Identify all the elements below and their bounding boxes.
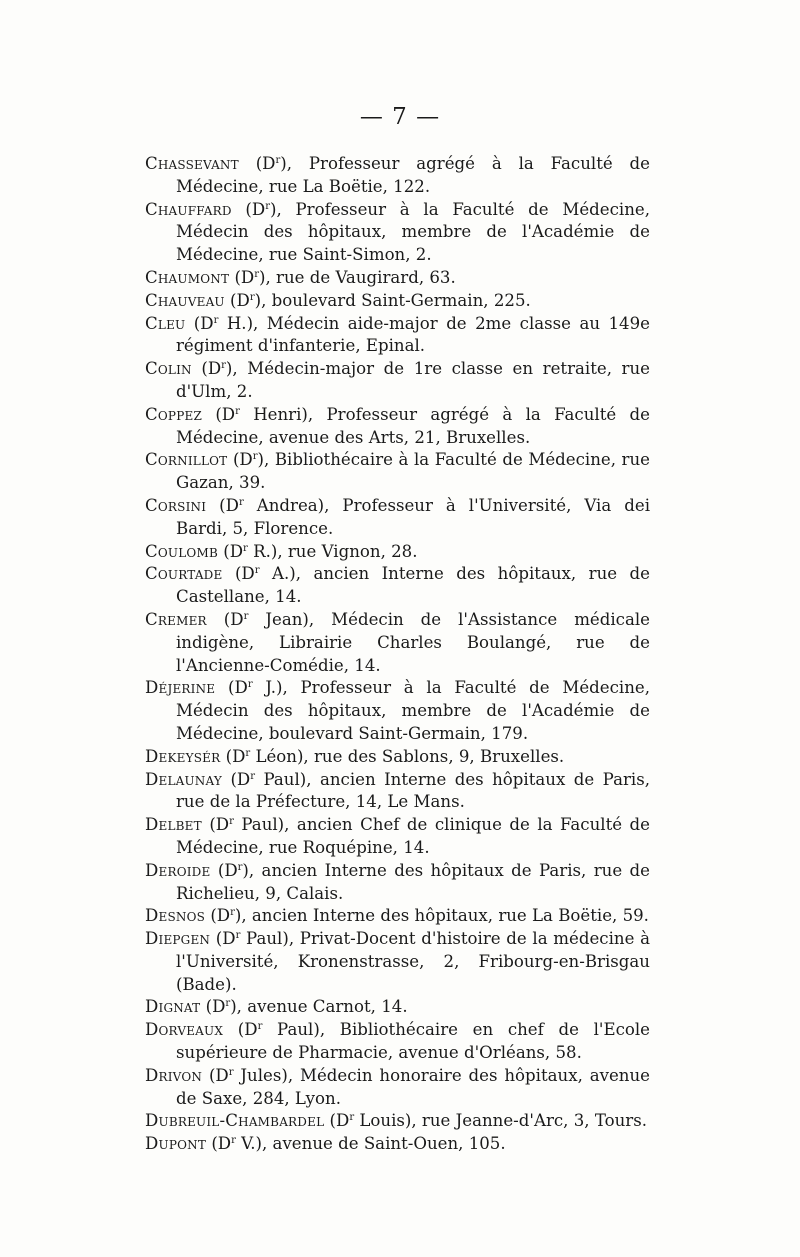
entry-title-prefix: (D [205,906,231,926]
entry-title-prefix: (D [202,1065,229,1085]
entry-title-prefix: (D [201,815,230,835]
entry-title-superscript: r [252,451,258,463]
entry-title-superscript: r [235,930,241,942]
entry-title-superscript: r [221,360,226,372]
entry-name: Chaumont [145,267,230,287]
entry-title-superscript: r [257,1021,263,1033]
entry-title-prefix: (D [324,1111,350,1131]
entry-title-prefix: (D [191,359,222,379]
directory-entry [145,769,650,815]
directory-entry [145,290,650,313]
entry-title-prefix: (D [224,290,250,310]
directory-list [145,153,650,1156]
entry-name: Dignat [145,997,201,1017]
entry-details: ), rue de Vaugirard, 63. [259,267,456,287]
entry-title-prefix: (D [238,154,276,173]
entry-details: ), Bibliothécaire à la Faculté de Médecine, rue Gazan, 39. [176,450,650,493]
entry-title-superscript: r [254,565,260,577]
entry-name: Dekeysér [145,746,221,766]
entry-name: Déjerine [145,678,216,698]
entry-name: Corsini [145,495,207,515]
entry-title-prefix: (D [215,678,248,698]
directory-entry [145,996,650,1019]
entry-title-prefix: (D [206,609,244,629]
entry-name: Diepgen [145,929,211,949]
entry-title-prefix: (D [231,199,266,219]
entry-title-superscript: r [243,610,249,622]
directory-entry [145,541,650,564]
page-number: — 7 — [359,104,441,130]
directory-entry [145,1110,650,1133]
entry-name: Chauffard [145,199,232,219]
entry-details: Jean), Médecin de l'Assistance médicale indigène, Librairie Charles Boulangé, rue de l'Ancienne-Comédie, 14. [176,609,650,675]
entry-details: ), avenue Carnot, 14. [230,997,408,1017]
entry-title-superscript: r [235,405,240,417]
directory-entry [145,153,650,199]
entry-details: Paul), Bibliothécaire en chef de l'Ecole supérieure de Pharmacie, avenue d'Orléans, 58. [176,1020,650,1063]
entry-title-superscript: r [254,268,260,280]
entry-name: Courtade [145,564,223,584]
entry-details: Henri), Professeur agrégé à la Faculté de Médecine, avenue des Arts, 21, Bruxelles. [176,404,650,447]
entry-title-superscript: r [247,679,253,691]
directory-entry [145,313,650,359]
entry-title-prefix: (D [200,997,226,1017]
entry-name: Drivon [145,1065,203,1085]
entry-title-superscript: r [275,155,281,166]
entry-title-prefix: (D [206,495,239,515]
directory-entry [145,677,650,745]
entry-details: ), Médecin-major de 1re classe en retraite, rue d'Ulm, 2. [176,359,650,401]
entry-title-superscript: r [245,747,251,759]
entry-name: Desnos [145,906,206,926]
directory-entry [145,746,650,769]
entry-title-prefix: (D [210,860,238,880]
entry-details: Léon), rue des Sablons, 9, Bruxelles. [250,746,565,766]
entry-name: Dubreuil-Chambardel [145,1111,325,1131]
entry-title-prefix: (D [210,929,236,949]
directory-entry [145,563,650,609]
entry-title-superscript: r [213,314,219,326]
entry-title-superscript: r [237,861,243,873]
entry-details: ), boulevard Saint-Germain, 225. [254,290,531,310]
entry-details: V.), avenue de Saint-Ouen, 105. [235,1134,506,1154]
entry-name: Cornillot [145,450,228,470]
entry-details: Louis), rue Jeanne-d'Arc, 3, Tours. [354,1111,648,1131]
directory-entry [145,358,650,404]
entry-details: A.), ancien Interne des hôpitaux, rue de Castellane, 14. [176,564,650,607]
entry-title-superscript: r [243,542,248,554]
directory-entry [145,449,650,495]
entry-title-prefix: (D [229,267,255,287]
entry-title-superscript: r [249,291,255,303]
entry-details: H.), Médecin aide-major de 2me classe au 149e régiment d'infanterie, Epinal. [176,313,650,356]
entry-title-prefix: (D [222,769,251,789]
entry-title-superscript: r [230,907,235,919]
entry-name: Delaunay [145,769,223,789]
entry-title-prefix: (D [220,746,246,766]
entry-title-superscript: r [225,998,231,1010]
entry-details: ), Professeur agrégé à la Faculté de Médecine, rue La Boëtie, 122. [176,154,650,196]
entry-details: J.), Professeur à la Faculté de Médecine, Médecin des hôpitaux, membre de l'Académie de Médecine, boulevard Saint-Germain, 179. [176,678,650,743]
directory-entry [145,404,650,450]
entry-title-prefix: (D [185,313,214,333]
entry-details: ), ancien Interne des hôpitaux, rue La Boëtie, 59. [234,906,649,926]
entry-title-prefix: (D [223,1020,258,1040]
entry-details: Jules), Médecin honoraire des hôpitaux, avenue de Saxe, 284, Lyon. [176,1065,650,1108]
entry-details: R.), rue Vignon, 28. [247,541,418,561]
directory-entry [145,199,650,267]
directory-entry [145,905,650,928]
entry-title-prefix: (D [201,404,236,424]
entry-name: Coppez [145,404,202,424]
directory-entry [145,1019,650,1065]
entry-name: Dorveaux [145,1020,224,1040]
entry-name: Dupont [145,1134,207,1154]
entry-title-superscript: r [349,1112,355,1124]
entry-name: Cleu [145,313,186,333]
entry-title-superscript: r [265,200,270,212]
entry-details: Paul), Privat-Docent d'histoire de la médecine à l'Université, Kronenstrasse, 2, Fribourg-en-Brisgau (Bade). [176,929,650,994]
entry-title-prefix: (D [217,541,244,561]
directory-entry [145,495,650,541]
entry-name: Delbet [145,815,202,835]
entry-title-superscript: r [231,1135,236,1147]
directory-entry [145,1065,650,1111]
entry-title-prefix: (D [222,564,255,584]
directory-entry [145,928,650,996]
entry-title-superscript: r [238,496,244,508]
entry-name: Coulomb [145,541,218,561]
entry-title-prefix: (D [206,1134,232,1154]
entry-details: Paul), ancien Chef de clinique de la Faculté de Médecine, rue Roquépine, 14. [176,815,650,857]
entry-name: Chauveau [145,290,225,310]
entry-title-superscript: r [229,816,234,828]
directory-entry [145,609,650,677]
entry-name: Chassevant [145,154,239,173]
directory-entry [145,814,650,860]
entry-title-superscript: r [228,1066,234,1078]
entry-details: Andrea), Professeur à l'Université, Via dei Bardi, 5, Florence. [176,495,650,538]
entry-title-prefix: (D [227,450,253,470]
entry-details: Paul), ancien Interne des hôpitaux de Paris, rue de la Préfecture, 14, Le Mans. [176,769,650,812]
entry-details: ), ancien Interne des hôpitaux de Paris, rue de Richelieu, 9, Calais. [176,860,650,903]
entry-details: ), Professeur à la Faculté de Médecine, Médecin des hôpitaux, membre de l'Académie de Médecine, rue Saint-Simon, 2. [176,199,650,265]
entry-name: Deroide [145,860,211,880]
entry-name: Colin [145,359,192,379]
directory-entry [145,267,650,290]
entry-title-superscript: r [250,770,256,782]
entry-name: Cremer [145,609,207,629]
directory-entry [145,860,650,906]
directory-entry [145,1133,650,1156]
